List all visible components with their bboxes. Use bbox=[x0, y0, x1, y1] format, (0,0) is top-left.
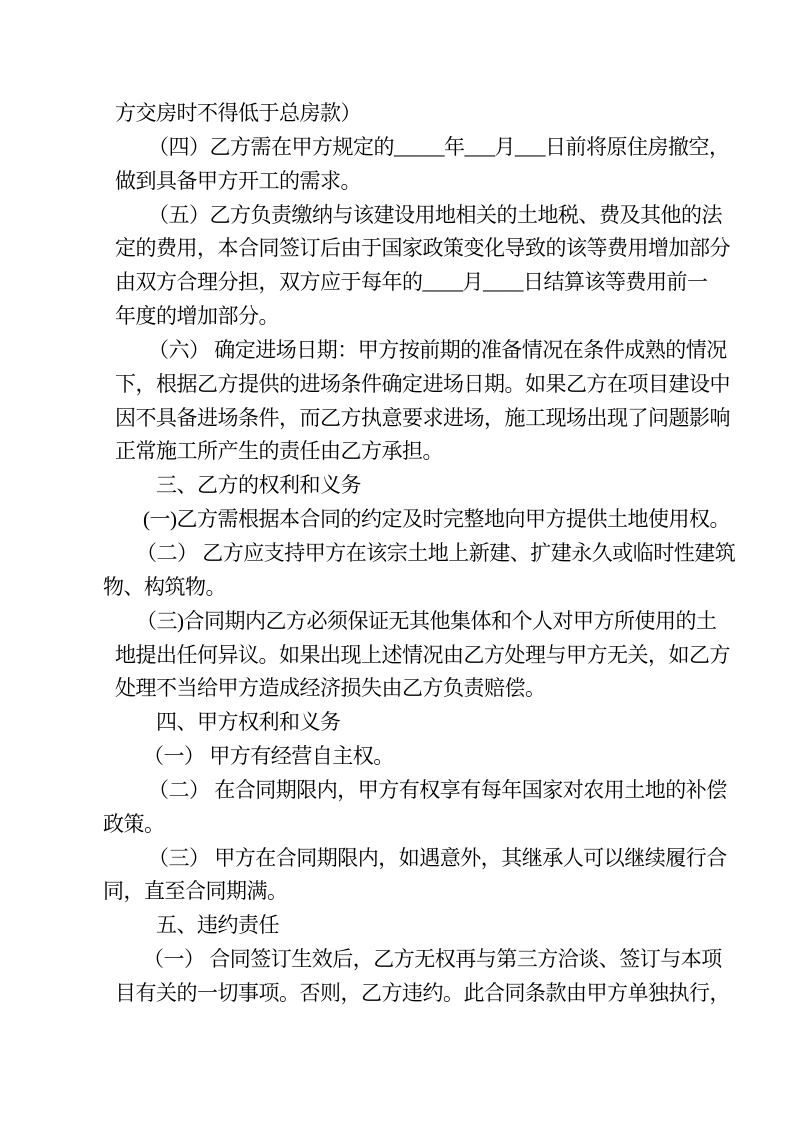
doc-line: 政策。 bbox=[103, 811, 165, 836]
doc-line: （三） 甲方在合同期限内，如遇意外，其继承人可以继续履行合 bbox=[148, 845, 727, 870]
doc-section-heading: 四、甲方权利和义务 bbox=[156, 710, 341, 735]
doc-line: （一） 合同签订生效后，乙方无权再与第三方洽谈、签订与本项 bbox=[143, 947, 722, 972]
doc-line: 因不具备进场条件，而乙方执意要求进场，施工现场出现了问题影响 bbox=[115, 405, 730, 430]
doc-line: 地提出任何异议。如果出现上述情况由乙方处理与甲方无关，如乙方 bbox=[115, 642, 730, 667]
doc-line: 同，直至合同期满。 bbox=[103, 879, 288, 904]
doc-line: 做到具备甲方开工的需求。 bbox=[115, 168, 361, 193]
doc-line: 由双方合理分担，双方应于每年的____月____日结算该等费用前一 bbox=[115, 270, 708, 295]
doc-line: 年度的增加部分。 bbox=[115, 304, 279, 329]
doc-line: （二） 在合同期限内，甲方有权享有每年国家对农用土地的补偿 bbox=[148, 777, 727, 802]
doc-line: 正常施工所产生的责任由乙方承担。 bbox=[115, 439, 443, 464]
doc-line: 目有关的一切事项。否则，乙方违约。此合同条款由甲方单独执行， bbox=[115, 980, 730, 1005]
doc-line: （六） 确定进场日期：甲方按前期的准备情况在条件成熟的情况 bbox=[148, 337, 727, 362]
doc-line: 物、构筑物。 bbox=[103, 574, 226, 599]
doc-line: （二） 乙方应支持甲方在该宗土地上新建、扩建永久或临时性建筑 bbox=[136, 540, 736, 565]
doc-line: (一)乙方需根据本合同的约定及时完整地向甲方提供土地使用权。 bbox=[143, 507, 730, 532]
doc-line: 方交房时不得低于总房款） bbox=[115, 101, 361, 125]
doc-line: （五）乙方负责缴纳与该建设用地相关的土地税、费及其他的法 bbox=[148, 202, 722, 227]
doc-line: 定的费用，本合同签订后由于国家政策变化导致的该等费用增加部分 bbox=[115, 236, 730, 261]
doc-line: （四）乙方需在甲方规定的_____年___月___日前将原住房撤空， bbox=[148, 134, 730, 159]
doc-line: （三)合同期内乙方必须保证无其他集体和个人对甲方所使用的土 bbox=[136, 608, 717, 633]
contract-body-text bbox=[103, 97, 735, 1011]
doc-section-heading: 三、乙方的权利和义务 bbox=[156, 473, 361, 498]
doc-line: （一） 甲方有经营自主权。 bbox=[143, 744, 394, 769]
doc-section-heading: 五、违约责任 bbox=[156, 913, 279, 938]
doc-line: 处理不当给甲方造成经济损失由乙方负责赔偿。 bbox=[115, 676, 546, 701]
doc-line: 下，根据乙方提供的进场条件确定进场日期。如果乙方在项目建设中 bbox=[115, 371, 730, 396]
